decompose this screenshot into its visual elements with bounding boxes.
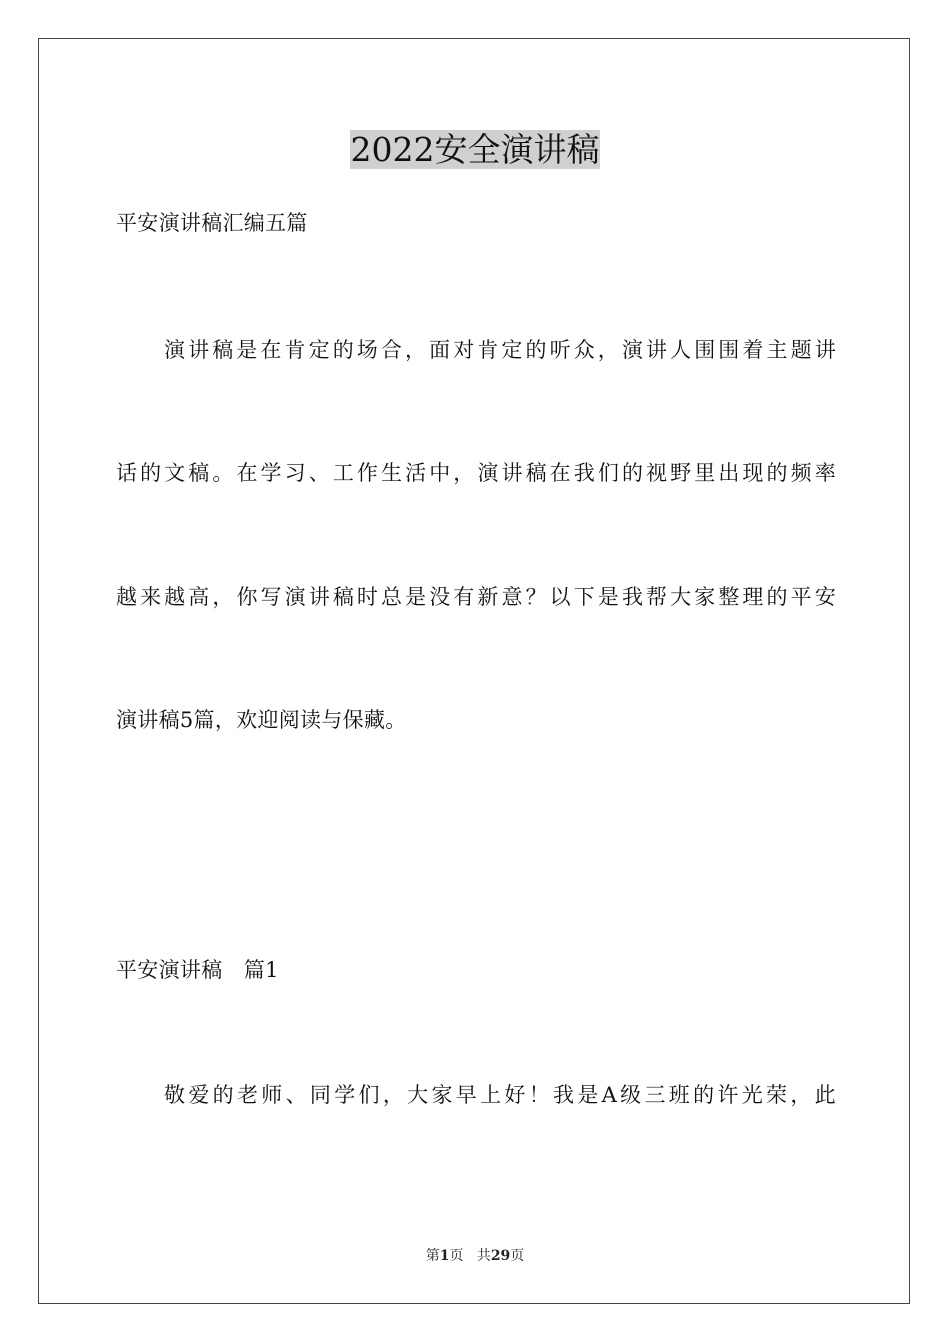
footer-page-current: 1 xyxy=(439,1248,450,1264)
section-heading: 平安演讲稿 篇1 xyxy=(116,958,279,982)
document-title xyxy=(0,128,950,172)
footer-total-suffix: 页 xyxy=(510,1248,525,1264)
document-title-text: 2022安全演讲稿 xyxy=(350,130,600,169)
intro-line-2: 话的文稿。在学习、工作生活中，演讲稿在我们的视野里出现的频率 xyxy=(116,461,836,485)
footer-page-suffix: 页 xyxy=(449,1248,464,1264)
section-first-line: 敬爱的老师、同学们，大家早上好！我是A级三班的许光荣，此 xyxy=(164,1083,836,1107)
footer-page-total: 29 xyxy=(490,1248,511,1264)
document-subtitle: 平安演讲稿汇编五篇 xyxy=(116,211,308,235)
footer-total-prefix: 共 xyxy=(476,1248,491,1264)
footer-page-prefix: 第 xyxy=(425,1248,440,1264)
intro-line-4: 演讲稿5篇，欢迎阅读与保藏。 xyxy=(116,708,407,732)
intro-line-3: 越来越高，你写演讲稿时总是没有新意？以下是我帮大家整理的平安 xyxy=(116,585,836,609)
page-footer xyxy=(0,1246,950,1266)
intro-line-1: 演讲稿是在肯定的场合，面对肯定的听众，演讲人围围着主题讲 xyxy=(164,338,836,362)
